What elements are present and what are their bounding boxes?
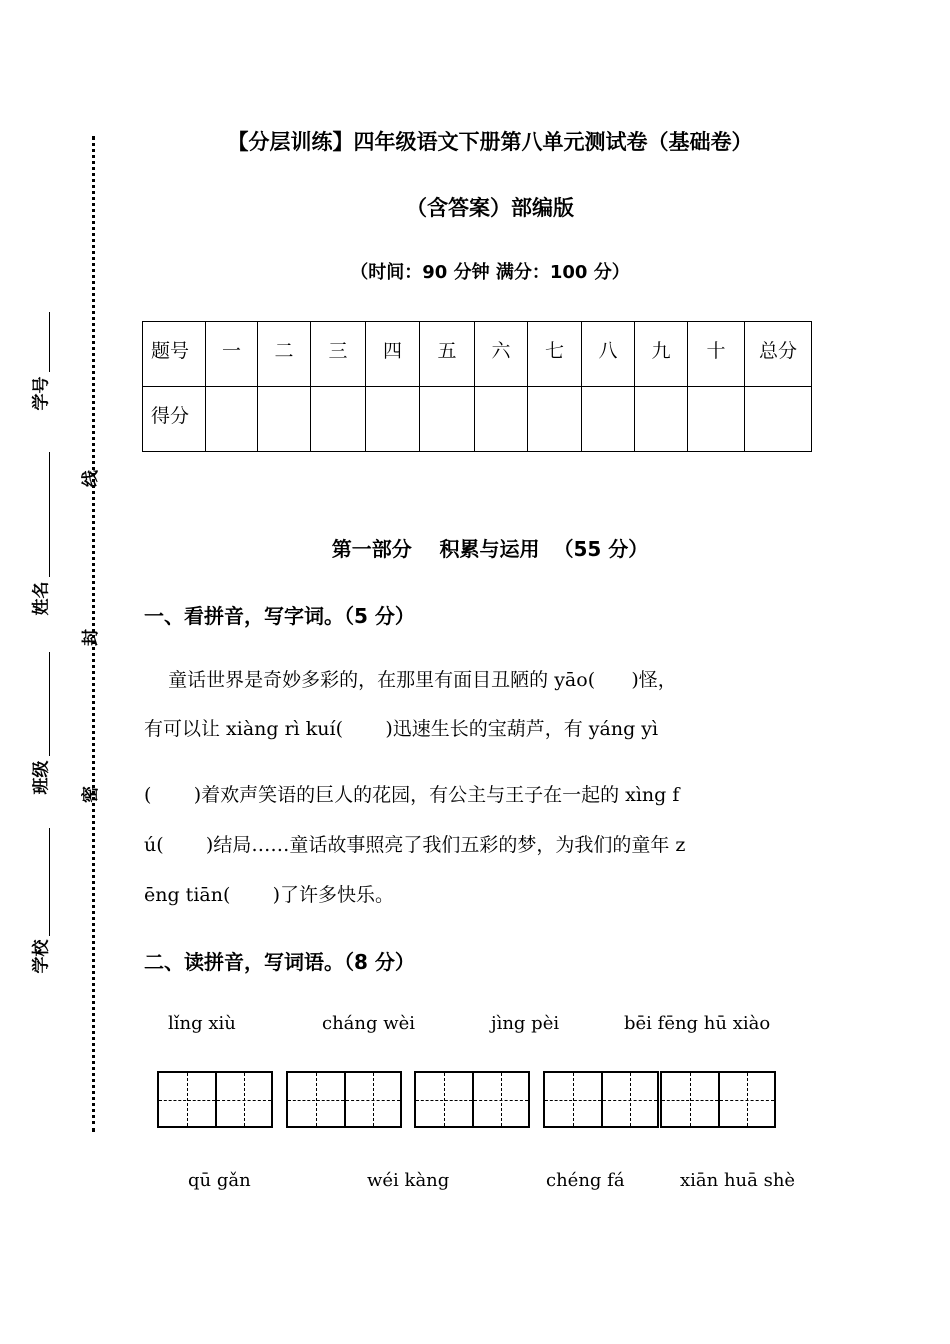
score-table-row-numbers: [143, 322, 812, 387]
margin-label-name: 姓名: [31, 581, 52, 616]
school-blank[interactable]: [49, 828, 50, 936]
col-1: 一: [206, 322, 258, 387]
margin-label-student-id: 学号: [31, 376, 52, 411]
q1-line-5: ēng tiān( )了许多快乐。: [144, 884, 395, 906]
pinyin-xian-hua-she: xiān huā shè: [680, 1170, 796, 1191]
class-blank[interactable]: [49, 652, 50, 756]
col-9: 九: [635, 322, 688, 387]
row-header-score: 得分: [143, 387, 206, 452]
margin-label-school: 学校: [31, 939, 52, 974]
score-cell[interactable]: [635, 387, 688, 452]
score-cell[interactable]: [475, 387, 528, 452]
col-10: 十: [688, 322, 745, 387]
row-header-question-no: 题号: [143, 322, 206, 387]
score-table: [142, 321, 812, 452]
col-8: 八: [582, 322, 635, 387]
pinyin-jing-pei: jìng pèi: [491, 1013, 560, 1034]
name-blank[interactable]: [49, 452, 50, 577]
grid-cell[interactable]: [472, 1073, 528, 1126]
seal-char-seal: 封: [81, 629, 101, 646]
grid-cell[interactable]: [545, 1073, 601, 1126]
score-cell[interactable]: [582, 387, 635, 452]
seal-char-line: 线: [81, 470, 101, 487]
score-cell[interactable]: [366, 387, 420, 452]
col-total: 总分: [745, 322, 812, 387]
grid-cell[interactable]: [718, 1073, 774, 1126]
title-line-1: 【分层训练】四年级语文下册第八单元测试卷（基础卷）: [227, 130, 753, 154]
col-3: 三: [311, 322, 366, 387]
grid-cell[interactable]: [601, 1073, 657, 1126]
writing-grid-4[interactable]: [543, 1071, 659, 1128]
score-cell[interactable]: [258, 387, 311, 452]
writing-grid-2[interactable]: [286, 1071, 402, 1128]
grid-cell[interactable]: [288, 1073, 344, 1126]
grid-cell[interactable]: [215, 1073, 271, 1126]
student-id-blank[interactable]: [49, 312, 50, 372]
writing-grid-3[interactable]: [414, 1071, 530, 1128]
q1-line-2: 有可以让 xiàng rì kuí( )迅速生长的宝葫芦，有 yáng yì: [144, 718, 659, 740]
exam-info: （时间：90 分钟 满分：100 分）: [350, 262, 630, 283]
margin-label-class: 班级: [31, 760, 52, 795]
grid-cell[interactable]: [344, 1073, 400, 1126]
col-6: 六: [475, 322, 528, 387]
score-cell[interactable]: [528, 387, 582, 452]
pinyin-ling-xiu: lǐng xiù: [168, 1013, 236, 1034]
pinyin-cheng-fa: chéng fá: [546, 1170, 625, 1191]
score-cell[interactable]: [420, 387, 475, 452]
writing-grid-5[interactable]: [660, 1071, 776, 1128]
q2-heading: 二、读拼音，写词语。（8 分）: [144, 950, 415, 974]
grid-cell[interactable]: [416, 1073, 472, 1126]
q1-line-1: 童话世界是奇妙多彩的，在那里有面目丑陋的 yāo( )怪，: [144, 669, 677, 691]
section-title: 第一部分 积累与运用 （55 分）: [331, 537, 649, 561]
q1-line-3: ( )着欢声笑语的巨人的花园，有公主与王子在一起的 xìng f: [144, 784, 680, 806]
score-cell[interactable]: [206, 387, 258, 452]
pinyin-chang-wei: cháng wèi: [322, 1013, 416, 1034]
col-7: 七: [528, 322, 582, 387]
col-4: 四: [366, 322, 420, 387]
title-line-2: （含答案）部编版: [406, 196, 574, 220]
col-5: 五: [420, 322, 475, 387]
pinyin-wei-kang: wéi kàng: [367, 1170, 450, 1191]
seal-char-close: 密: [81, 786, 101, 803]
writing-grid-1[interactable]: [157, 1071, 273, 1128]
col-2: 二: [258, 322, 311, 387]
score-cell[interactable]: [311, 387, 366, 452]
score-cell[interactable]: [688, 387, 745, 452]
pinyin-bei-feng-hu-xiao: bēi fēng hū xiào: [624, 1013, 771, 1034]
score-cell[interactable]: [745, 387, 812, 452]
grid-cell[interactable]: [662, 1073, 718, 1126]
pinyin-qu-gan: qū gǎn: [188, 1170, 251, 1191]
q1-heading: 一、看拼音，写字词。（5 分）: [144, 604, 415, 628]
score-table-row-scores: [143, 387, 812, 452]
grid-cell[interactable]: [159, 1073, 215, 1126]
q1-line-4: ú( )结局……童话故事照亮了我们五彩的梦，为我们的童年 z: [144, 834, 686, 856]
